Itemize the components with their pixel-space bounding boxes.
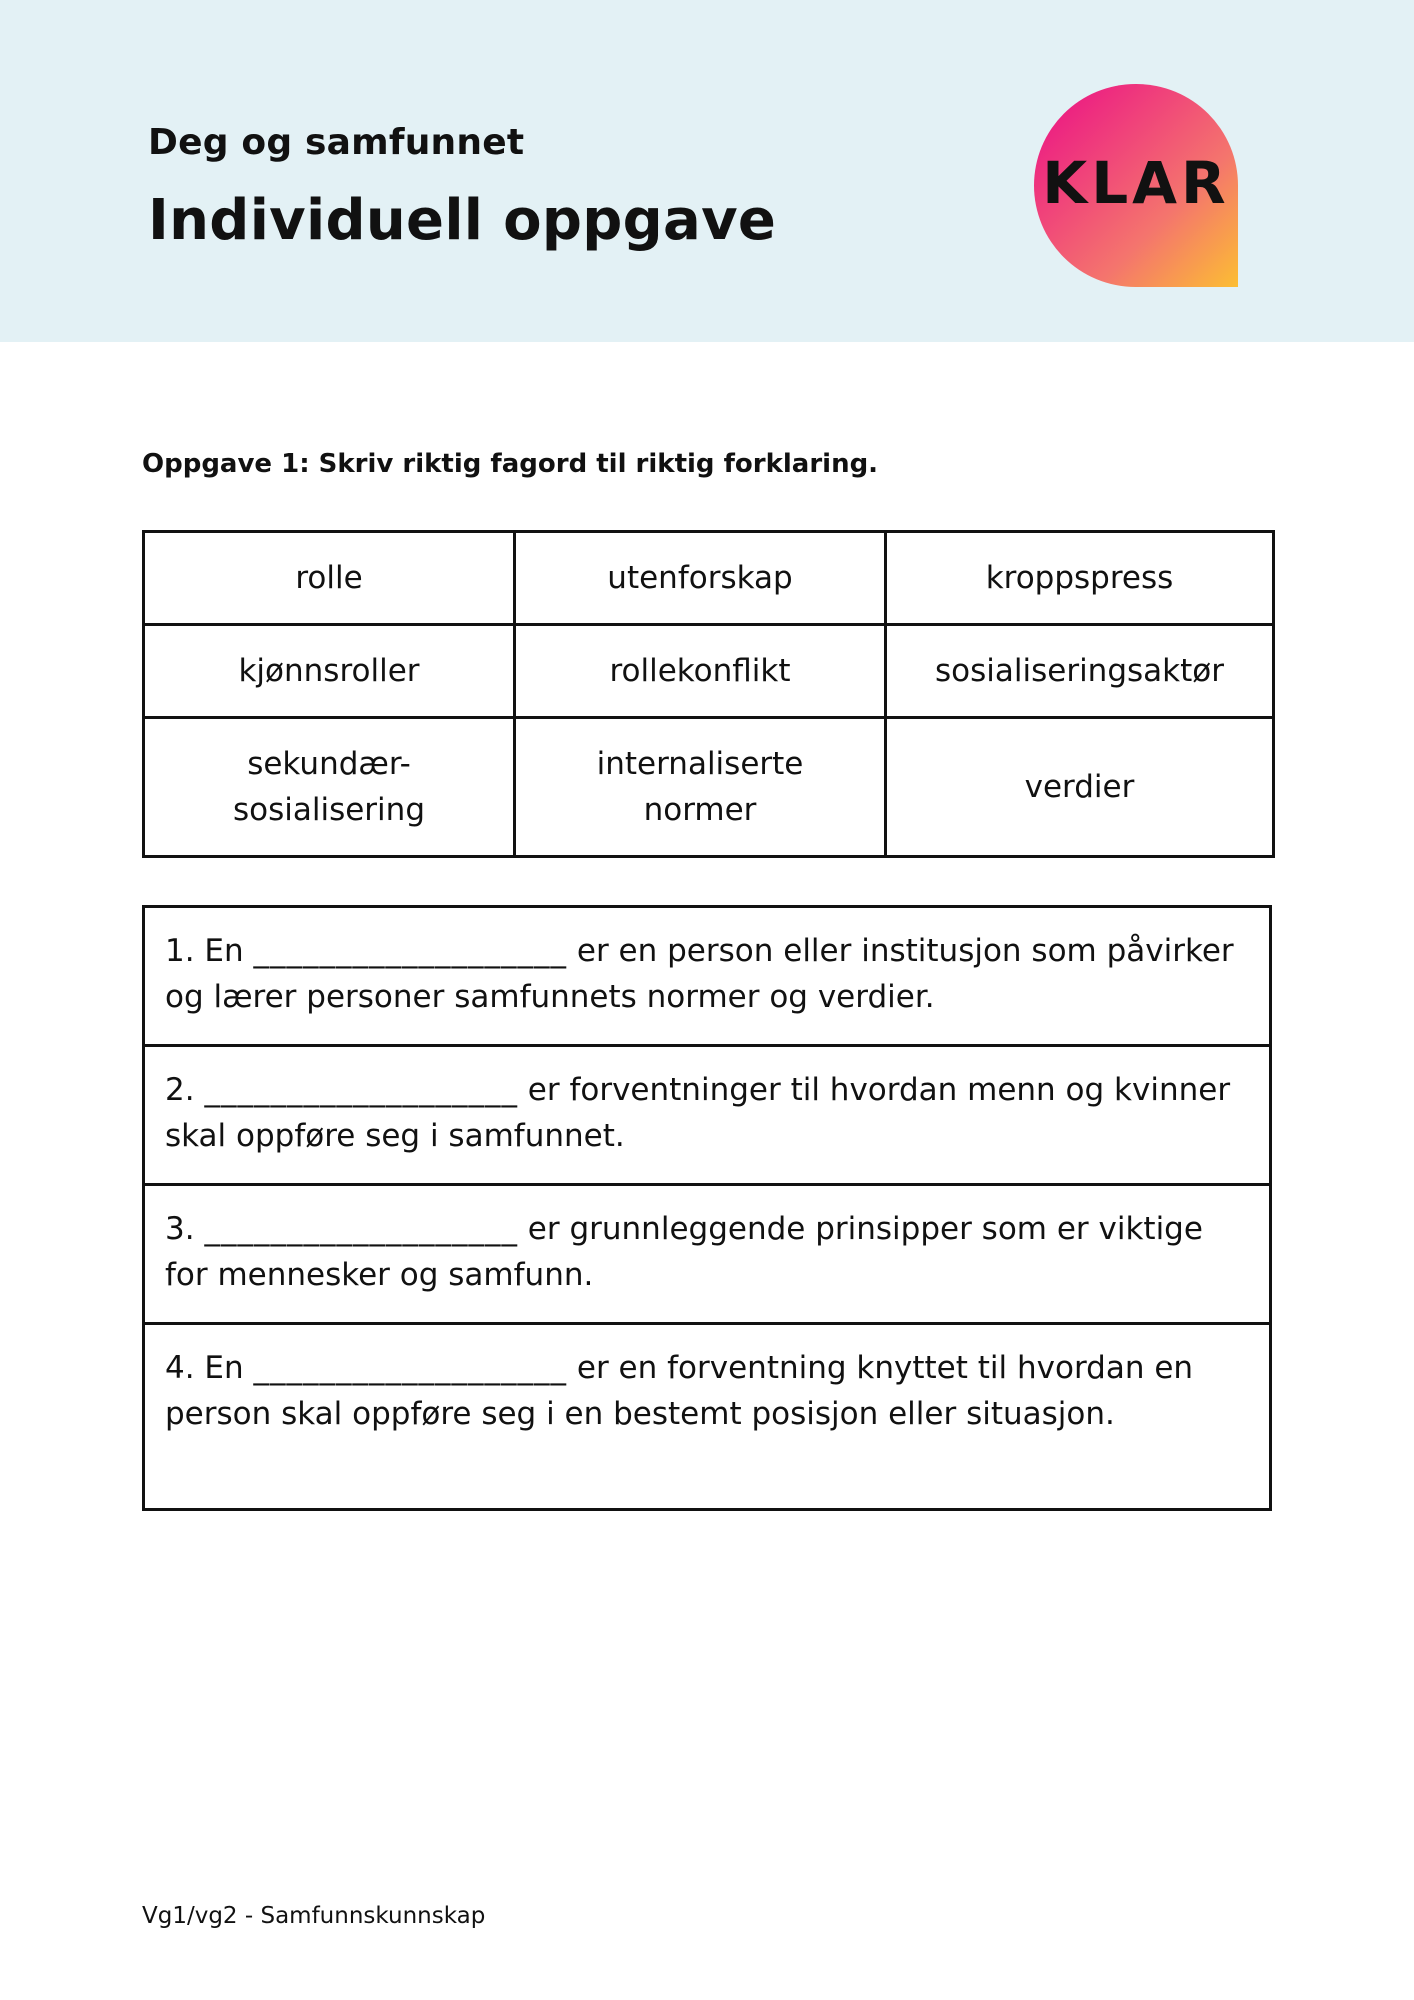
word-bank-row <box>144 532 1274 625</box>
sentence-cell <box>144 907 1271 1046</box>
logo-text: KLAR <box>1042 148 1230 217</box>
sentence-text: er en forventning knyttet til hvordan en person skal oppføre seg i en bestemt posisjon eller situasjon. <box>165 1350 1194 1432</box>
sentence-row <box>144 907 1271 1046</box>
word-cell: kjønnsroller <box>144 625 515 718</box>
word-cell: kroppspress <box>886 532 1274 625</box>
task-heading: Oppgave 1: Skriv riktig fagord til riktig forklaring. <box>142 449 879 479</box>
sentence-row <box>144 1046 1271 1185</box>
word-cell: sekundær- sosialisering <box>144 718 515 857</box>
word-cell: internaliserte normer <box>515 718 886 857</box>
sentence-cell <box>144 1324 1271 1510</box>
sentence-text: er grunnleggende prinsipper som er viktige for mennesker og samfunn. <box>165 1211 1203 1293</box>
word-cell: rollekonflikt <box>515 625 886 718</box>
page-title: Individuell oppgave <box>148 188 777 253</box>
sentence-prefix: 3. <box>165 1211 205 1247</box>
sentence-table <box>142 905 1272 1511</box>
word-bank-table <box>142 530 1275 858</box>
page-footer: Vg1/vg2 - Samfunnskunnskap <box>142 1903 486 1929</box>
word-bank-row <box>144 718 1274 857</box>
sentence-prefix: 4. En <box>165 1350 254 1386</box>
word-cell: verdier <box>886 718 1274 857</box>
sentence-cell <box>144 1046 1271 1185</box>
sentence-prefix: 1. En <box>165 933 254 969</box>
header-banner <box>0 0 1414 342</box>
word-bank-row <box>144 625 1274 718</box>
klar-logo <box>1034 84 1238 287</box>
page-subtitle: Deg og samfunnet <box>148 122 525 163</box>
sentence-text: er forventninger til hvordan menn og kvinner skal oppføre seg i samfunnet. <box>165 1072 1231 1154</box>
answer-blank[interactable]: ___________________ <box>204 1211 518 1247</box>
sentence-cell <box>144 1185 1271 1324</box>
word-cell: rolle <box>144 532 515 625</box>
sentence-row <box>144 1185 1271 1324</box>
sentence-row <box>144 1324 1271 1510</box>
sentence-prefix: 2. <box>165 1072 205 1108</box>
answer-blank[interactable]: ___________________ <box>253 1350 568 1386</box>
answer-blank[interactable]: ___________________ <box>204 1072 518 1108</box>
answer-blank[interactable]: ___________________ <box>253 933 568 969</box>
sentence-text: er en person eller institusjon som påvirker og lærer personer samfunnets normer og verdier. <box>165 933 1234 1015</box>
word-cell: sosialiseringsaktør <box>886 625 1274 718</box>
word-cell: utenforskap <box>515 532 886 625</box>
